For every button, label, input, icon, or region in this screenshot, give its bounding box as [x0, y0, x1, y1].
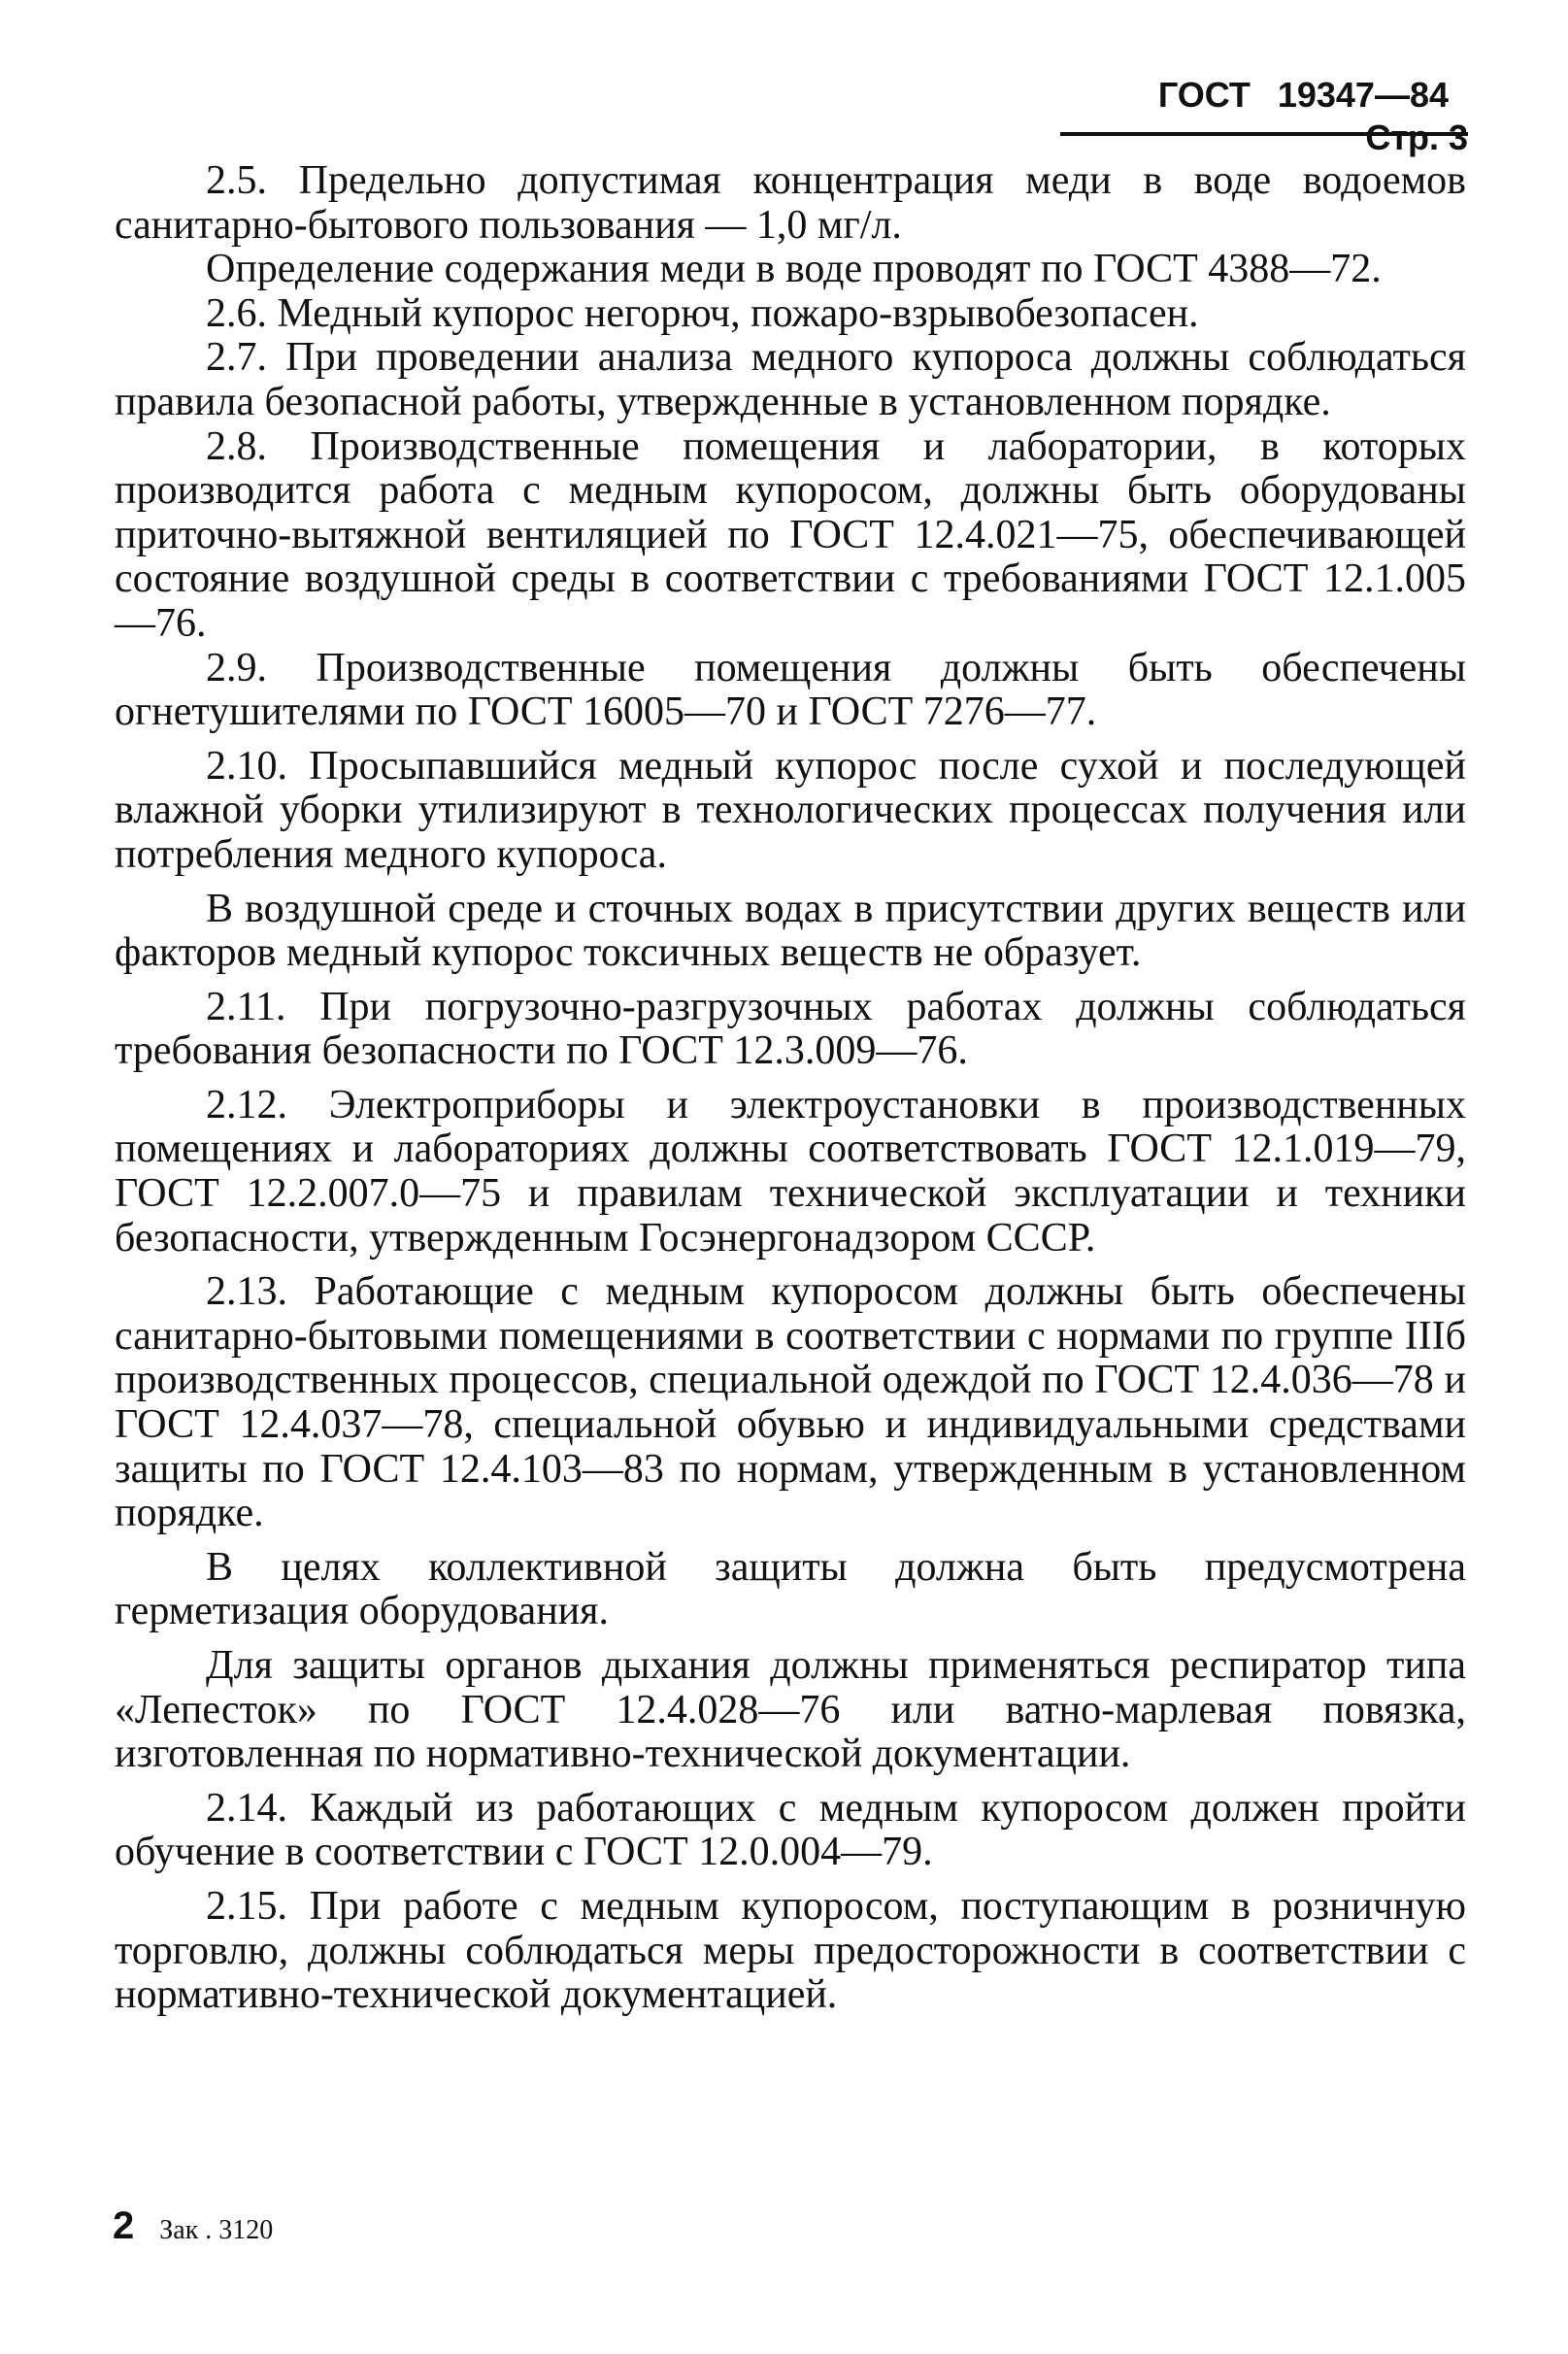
- sheet-number: 2: [113, 2204, 135, 2247]
- paragraph-2-6: 2.6. Медный купорос негорюч, пожаро-взрывобезопасен.: [206, 290, 1199, 336]
- paragraph-toxicity: В воздушной среде и сточных водах в присутствии других веществ или факторов медный купорос токсичных веществ не образует.: [115, 886, 1466, 976]
- standard-code: ГОСТ: [1157, 75, 1251, 115]
- paragraph-collective-protection: В целях коллективной защиты должна быть предусмотрена герметизация оборудования.: [115, 1544, 1466, 1634]
- paragraph-2-10: 2.10. Просыпавшийся медный купорос после сухой и последующей влажной уборки утилизируют в технологических процессах получения или потребления медного купороса.: [115, 743, 1466, 877]
- document-body: [115, 159, 1466, 2018]
- page-footer: [113, 2197, 273, 2255]
- paragraph-2-11: 2.11. При погрузочно-разгрузочных работах должны соблюдаться требования безопасности по ГОСТ 12.3.009—76.: [115, 984, 1466, 1074]
- paragraph-2-9: 2.9. Производственные помещения должны быть обеспечены огнетушителями по ГОСТ 16005—70 и ГОСТ 7276—77.: [115, 645, 1466, 735]
- paragraph-2-12: 2.12. Электроприборы и электроустановки в производственных помещениях и лабораториях должны соответствовать ГОСТ 12.1.019—79, ГОСТ 12.2.007.0—75 и правилам технической эксплуатации и техники безопасности, утвержденным Госэнергонадзором СССР.: [115, 1082, 1466, 1261]
- paragraph-2-7: 2.7. При проведении анализа медного купороса должны соблюдаться правила безопасной работы, утвержденные в установленном порядке.: [115, 335, 1466, 424]
- page-number: Стр. 3: [1365, 118, 1468, 157]
- paragraph-2-15: 2.15. При работе с медным купоросом, поступающим в розничную торговлю, должны соблюдаться меры предосторожности в соответствии с нормативно-технической документацией.: [115, 1883, 1466, 2018]
- standard-number: 19347—84: [1277, 75, 1449, 115]
- paragraph-respiratory-protection: Для защиты органов дыхания должны применяться респиратор типа «Лепесток» по ГОСТ 12.4.028—76 или ватно-марлевая повязка, изготовленная по нормативно-технической документации.: [115, 1643, 1466, 1777]
- paragraph-copper-determination: Определение содержания меди в воде проводят по ГОСТ 4388—72.: [206, 247, 1382, 292]
- paragraph-2-8: 2.8. Производственные помещения и лаборатории, в которых производится работа с медным купоросом, должны быть оборудованы приточно-вытяжной вентиляцией по ГОСТ 12.4.021—75, обеспечивающей состояние воздушной среды в соответствии с требованиями ГОСТ 12.1.005—76.: [115, 423, 1466, 646]
- order-number: Зак . 3120: [159, 2215, 274, 2245]
- paragraph-2-5: 2.5. Предельно допустимая концентрация меди в воде водоемов санитарно-бытового пользования — 1,0 мг/л.: [115, 158, 1466, 248]
- paragraph-2-14: 2.14. Каждый из работающих с медным купоросом должен пройти обучение в соответствии с ГОСТ 12.0.004—79.: [115, 1785, 1466, 1875]
- page-header: [1060, 74, 1468, 157]
- paragraph-2-13: 2.13. Работающие с медным купоросом должны быть обеспечены санитарно-бытовыми помещениями в соответствии с нормами по группе IIIб производственных процессов, специальной одеждой по ГОСТ 12.4.036—78 и ГОСТ 12.4.037—78, специальной обувью и индивидуальными средствами защиты по ГОСТ 12.4.103—83 по нормам, утвержденным в установленном порядке.: [115, 1269, 1466, 1536]
